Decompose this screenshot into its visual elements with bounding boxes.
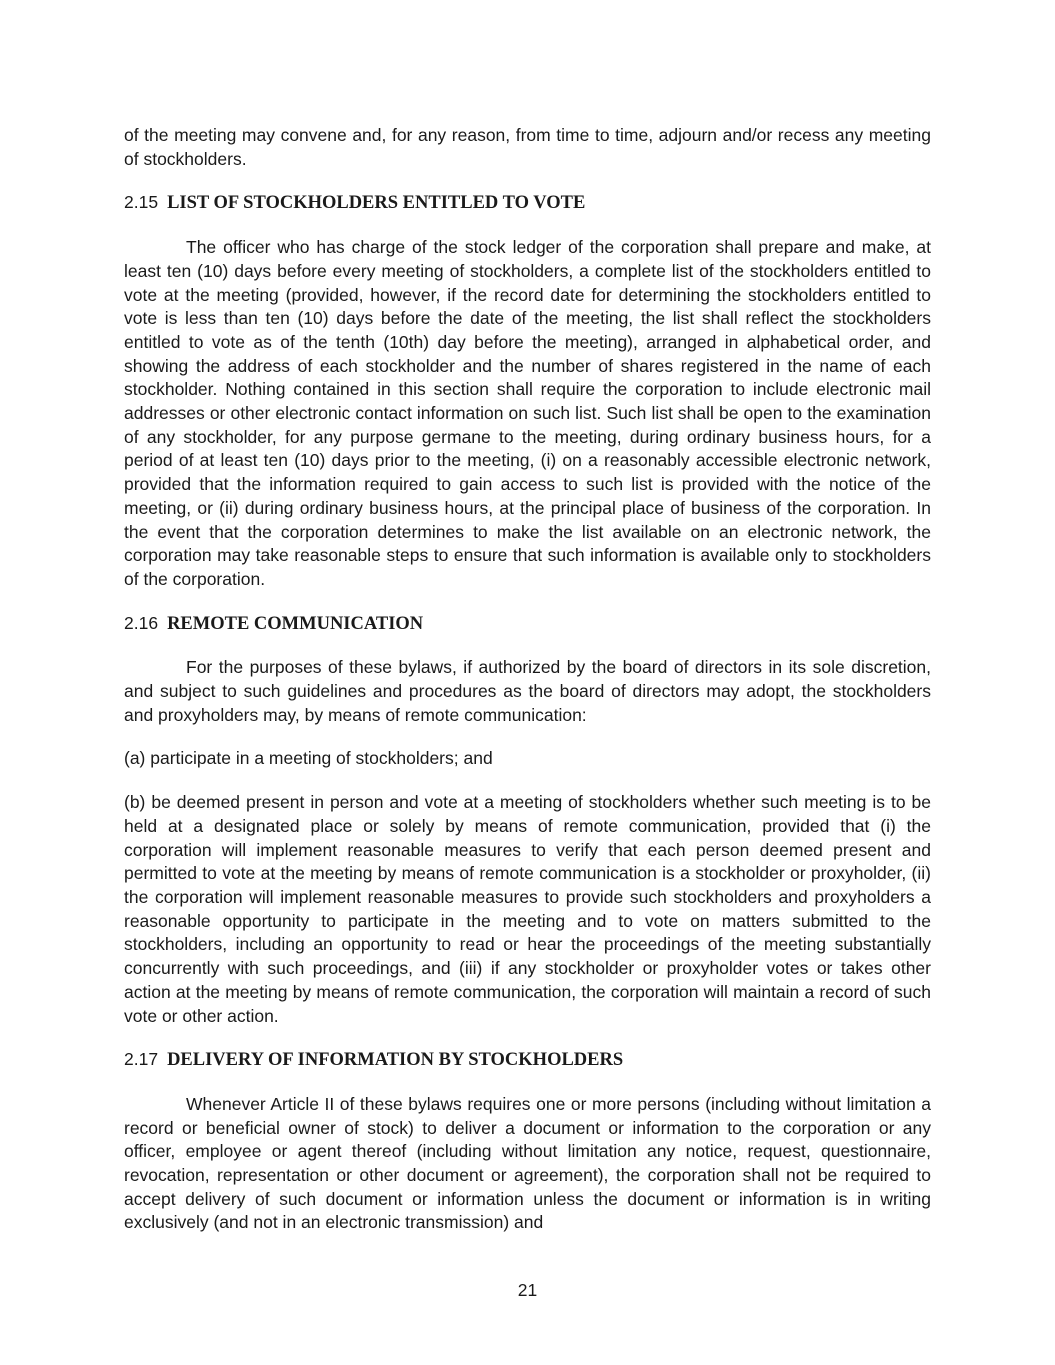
- section-heading-2-16: [124, 612, 931, 637]
- section-2-16-paragraph: For the purposes of these bylaws, if authorized by the board of directors in its sole discretion, and subject to such guidelines and procedures as the board of directors may adopt, the stockholders and proxyholders may, by means of remote communication:: [124, 657, 931, 725]
- section-number: 2.15: [124, 192, 159, 213]
- section-title: LIST OF STOCKHOLDERS ENTITLED TO VOTE: [167, 193, 586, 214]
- intro-paragraph: of the meeting may convene and, for any reason, from time to time, adjourn and/or recess any meeting of stockholders.: [124, 125, 931, 169]
- page-number: 21: [517, 1280, 538, 1300]
- section-2-15-paragraph: The officer who has charge of the stock ledger of the corporation shall prepare and make, at least ten (10) days before every meeting of stockholders, a complete list of the stockholders entitled to vote at the meeting (provided, however, if the record date for determining the stockholders entitled to vote is less than ten (10) days before the date of the meeting, the list shall reflect the stockholders entitled to vote as of the tenth (10th) day before the meeting), arranged in alphabetical order, and showing the address of each stockholder and the number of shares registered in the name of each stockholder. Nothing contained in this section shall require the corporation to include electronic mail addresses or other electronic contact information on such list. Such list shall be open to the examination of any stockholder, for any purpose germane to the meeting, during ordinary business hours, for a period of at least ten (10) days prior to the meeting, (i) on a reasonably accessible electronic network, provided that the information required to gain access to such list is provided with the notice of the meeting, or (ii) during ordinary business hours, at the principal place of business of the corporation. In the event that the corporation determines to make the list available on an electronic network, the corporation may take reasonable steps to ensure that such information is available only to stockholders of the corporation.: [124, 237, 931, 589]
- section-heading-2-15: [124, 191, 931, 216]
- section-title: DELIVERY OF INFORMATION BY STOCKHOLDERS: [167, 1050, 624, 1071]
- section-heading-2-17: [124, 1048, 931, 1073]
- section-title: REMOTE COMMUNICATION: [167, 613, 424, 634]
- section-2-17-paragraph: Whenever Article II of these bylaws requires one or more persons (including without limitation a record or beneficial owner of stock) to deliver a document or information to the corporation or any officer, employee or agent thereof (including without limitation any notice, request, questionnaire, revocation, representation or other document or agreement), the corporation shall not be required to accept delivery of such document or information unless the document or information is in writing exclusively (and not in an electronic transmission) and: [124, 1093, 931, 1233]
- section-2-16-item-a: (a) participate in a meeting of stockholders; and: [124, 748, 493, 769]
- section-2-16-item-b: (b) be deemed present in person and vote at a meeting of stockholders whether such meeting is to be held at a designated place or solely by means of remote communication, provided that (i) the corporation will implement reasonable measures to verify that each person deemed present and permitted to vote at the meeting by means of remote communication is a stockholder or proxyholder, (ii) the corporation will implement reasonable measures to provide such stockholders and proxyholders a reasonable opportunity to participate in the meeting and to vote on matters submitted to the stockholders, including an opportunity to read or hear the proceedings of the meeting substantially concurrently with such proceedings, and (iii) if any stockholder or proxyholder votes or takes other action at the meeting by means of remote communication, the corporation will maintain a record of such vote or other action.: [124, 792, 931, 1026]
- section-number: 2.17: [124, 1049, 159, 1070]
- section-number: 2.16: [124, 612, 159, 633]
- document-body: [124, 124, 931, 1235]
